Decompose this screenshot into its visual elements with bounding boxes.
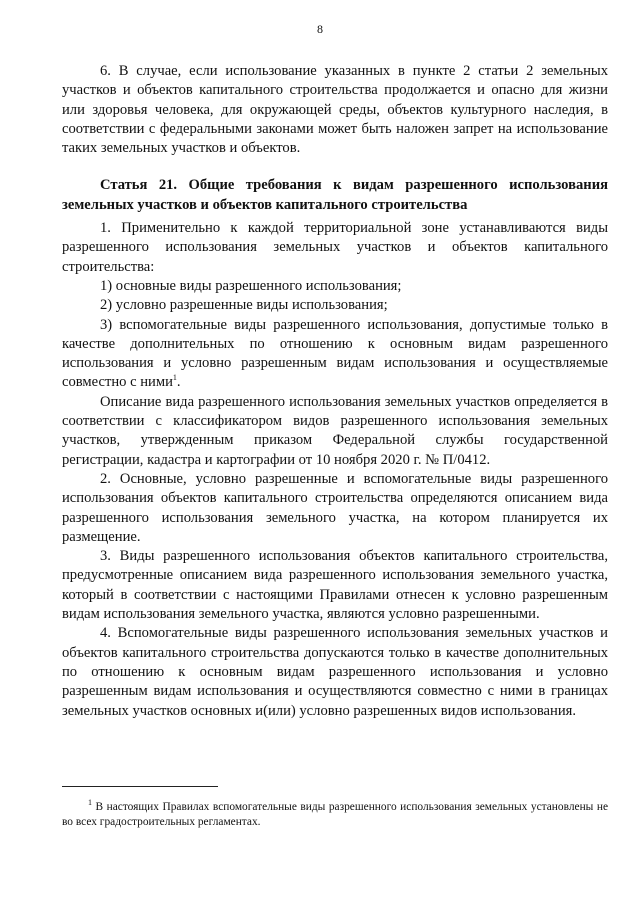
article-paragraph-1-intro: 1. Применительно к каждой территориальной зоне устанавливаются виды разрешенного использования земельных участков и объектов капитального строительства: bbox=[62, 220, 608, 275]
article-paragraph-3: 3. Виды разрешенного использования объектов капитального строительства, предусмотренные описанием вида разрешенного использования земельного участка, который в соответствии с настоящими Правилами отнесен к условно разрешенным видам использования земельного участка, являются условно разрешенными. bbox=[62, 548, 608, 623]
page-number: 8 bbox=[317, 22, 323, 36]
document-body bbox=[62, 62, 608, 721]
article-paragraph-2: 2. Основные, условно разрешенные и вспомогательные виды разрешенного использования объектов капитального строительства определяются описанием вида разрешенного использования земельного участка, на котором планируется их размещение. bbox=[62, 470, 608, 545]
paragraph-6: 6. В случае, если использование указанных в пункте 2 статьи 2 земельных участков и объектов капитального строительства продолжается и опасно для жизни или здоровья человека, для окружающей среды, объектов культурного наследия, в соответствии с федеральными законами может быть наложен запрет на использование таких земельных участков и объектов. bbox=[62, 63, 608, 157]
list-item-2: 2) условно разрешенные виды использования; bbox=[100, 297, 388, 314]
list-item-1: 1) основные виды разрешенного использования; bbox=[100, 277, 402, 294]
footnote bbox=[62, 800, 608, 830]
footnote-marker: 1 bbox=[88, 798, 92, 808]
list-item-3-text: 3) вспомогательные виды разрешенного использования, допустимые только в качестве дополнительных по отношению к основным видам разрешенного использования и условно разрешенным видам использования и осуществляемые совместно с ними bbox=[62, 316, 608, 391]
list-item-3 bbox=[62, 316, 608, 393]
article-21-heading: Статья 21. Общие требования к видам разрешенного использования земельных участков и объектов капитального строительства bbox=[62, 177, 608, 213]
list-item-3-end: . bbox=[176, 374, 181, 391]
article-paragraph-1-description: Описание вида разрешенного использования земельных участков определяется в соответствии с классификатором видов разрешенного использования земельных участков, утвержденным приказом Федеральной службы государственной регистрации, кадастра и картографии от 10 ноября 2020 г. № П/0412. bbox=[62, 393, 608, 468]
footnote-reference[interactable]: 1 bbox=[172, 373, 177, 383]
footnote-separator bbox=[62, 786, 218, 787]
article-paragraph-4: 4. Вспомогательные виды разрешенного использования земельных участков и объектов капитального строительства допускаются только в качестве дополнительных по отношению к основным видам разрешенного использования и условно разрешенным видам использования и осуществляются совместно с ними в границах земельных участков основных и(или) условно разрешенных видов использования. bbox=[62, 625, 608, 719]
footnote-text: В настоящих Правилах вспомогательные виды разрешенного использования земельных установлены не во всех градостроительных регламентах. bbox=[62, 801, 608, 828]
